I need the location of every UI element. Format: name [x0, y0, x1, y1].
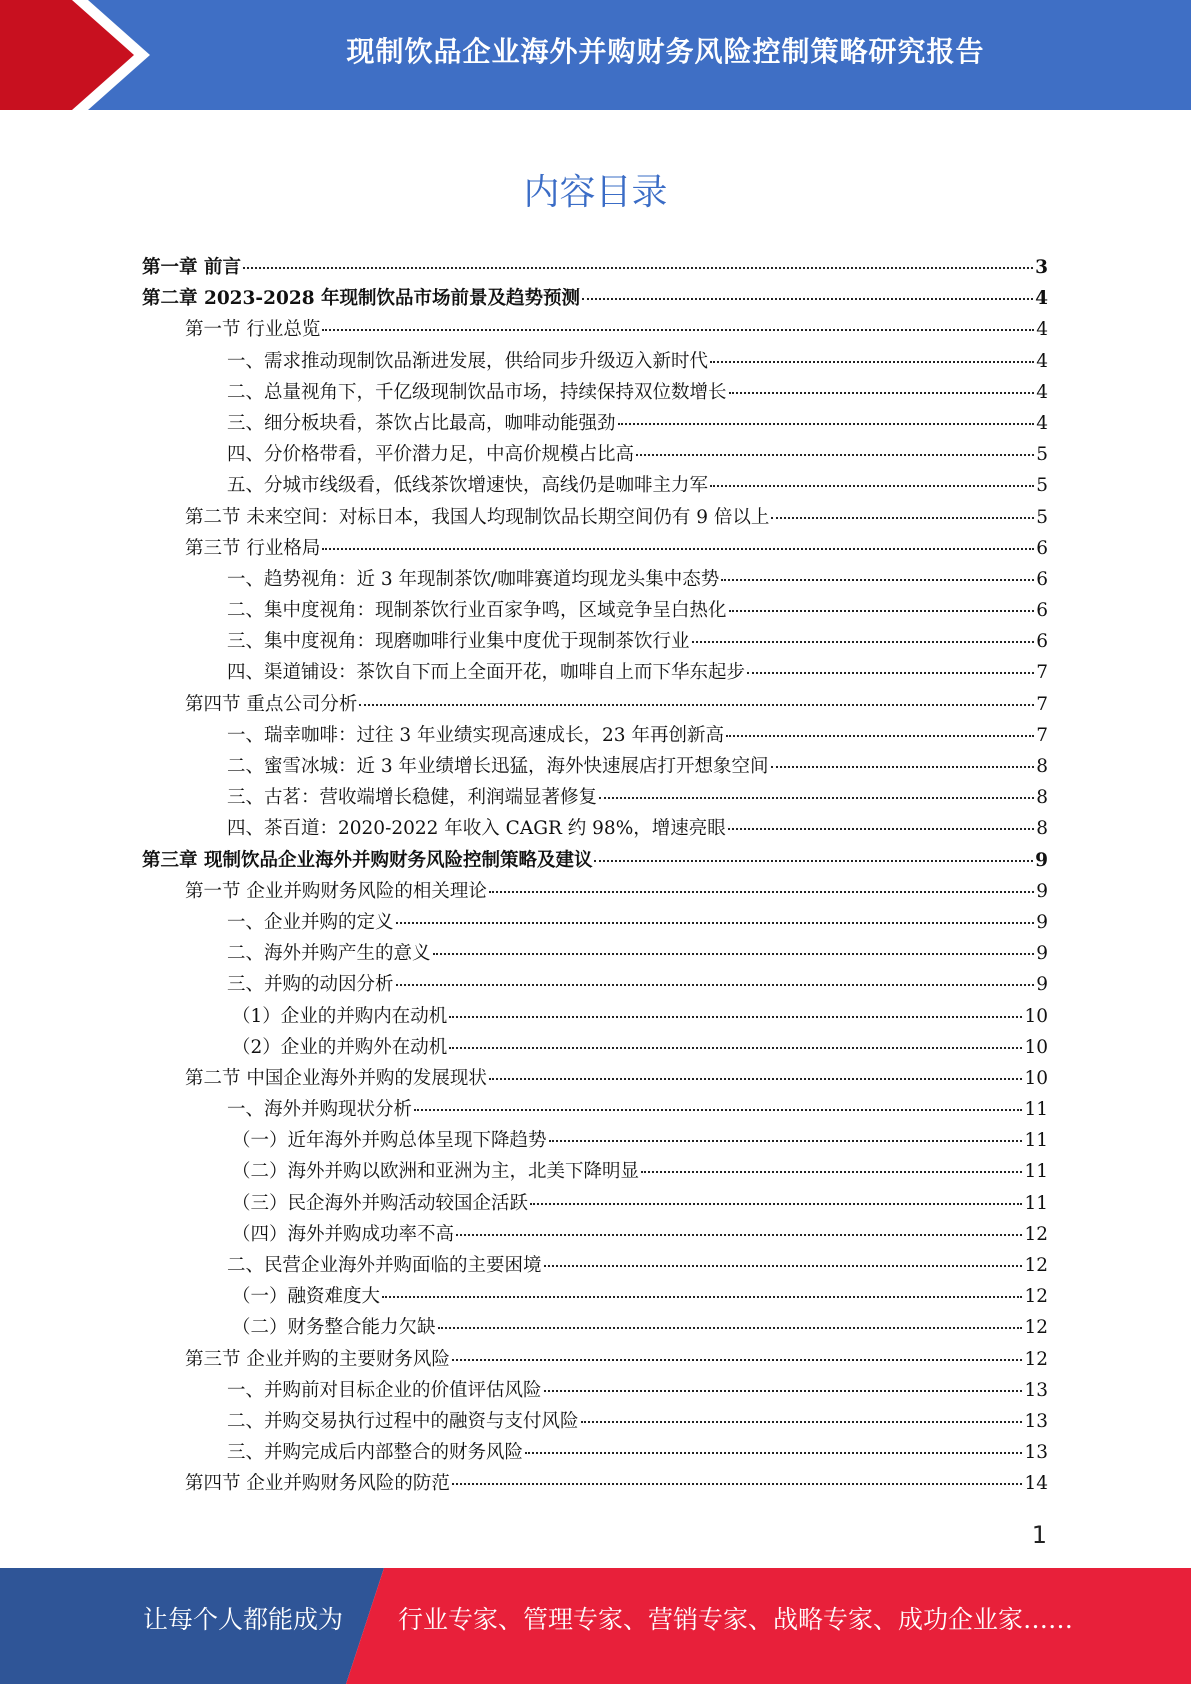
- toc-entry-title: （1）企业的并购内在动机: [232, 1005, 448, 1027]
- toc-entry-title: 二、民营企业海外并购面临的主要困境: [227, 1255, 542, 1276]
- toc-entry[interactable]: [142, 846, 1048, 877]
- toc-entry[interactable]: [142, 284, 1048, 315]
- toc-entry-title: 一、趋势视角：近 3 年现制茶饮/咖啡赛道均现龙头集中态势: [227, 568, 720, 590]
- toc-entry-page: 11: [1024, 1192, 1048, 1214]
- toc-entry[interactable]: [142, 1438, 1048, 1469]
- toc-entry[interactable]: [142, 783, 1048, 814]
- toc-entry[interactable]: [142, 315, 1048, 346]
- toc-entry[interactable]: [142, 253, 1048, 284]
- toc-dot-leader: [641, 1171, 1022, 1173]
- toc-entry[interactable]: [142, 877, 1048, 908]
- toc-entry-page: 12: [1024, 1223, 1048, 1245]
- toc-entry-page: 4: [1036, 381, 1048, 403]
- toc-entry-page: 12: [1024, 1255, 1048, 1276]
- report-header: [0, 0, 1191, 110]
- toc-entry[interactable]: [142, 690, 1048, 721]
- toc-entry[interactable]: [142, 1469, 1048, 1500]
- toc-entry-page: 11: [1024, 1099, 1048, 1121]
- toc-entry-title: 四、渠道铺设：茶饮自下而上全面开花，咖啡自上而下华东起步: [227, 662, 746, 684]
- toc-dot-leader: [721, 579, 1034, 581]
- toc-entry-title: 二、总量视角下，千亿级现制饮品市场，持续保持双位数增长: [227, 381, 727, 403]
- toc-dot-leader: [729, 610, 1035, 612]
- toc-entry-page: 5: [1036, 506, 1048, 528]
- toc-entry[interactable]: [142, 1220, 1048, 1251]
- toc-entry-title: 第一节 企业并购财务风险的相关理论: [185, 880, 487, 902]
- toc-entry-title: 三、并购的动因分析: [227, 974, 394, 996]
- toc-entry-title: 一、企业并购的定义: [227, 911, 394, 933]
- toc-entry-page: 13: [1024, 1410, 1048, 1432]
- toc-dot-leader: [729, 392, 1035, 394]
- toc-entry[interactable]: [142, 503, 1048, 534]
- toc-dot-leader: [449, 1016, 1022, 1018]
- toc-entry-page: 6: [1036, 600, 1048, 622]
- toc-dot-leader: [396, 922, 1035, 924]
- toc-entry[interactable]: [142, 409, 1048, 440]
- toc-dot-leader: [710, 361, 1034, 363]
- toc-entry-title: 第四节 企业并购财务风险的防范: [185, 1473, 450, 1495]
- toc-entry[interactable]: [142, 627, 1048, 658]
- toc-entry[interactable]: [142, 1157, 1048, 1188]
- toc-entry[interactable]: [142, 1189, 1048, 1220]
- toc-entry[interactable]: [142, 1251, 1048, 1282]
- toc-entry[interactable]: [142, 1126, 1048, 1157]
- toc-entry-title: 三、细分板块看，茶饮占比最高，咖啡动能强劲: [227, 412, 616, 434]
- toc-entry-page: 3: [1035, 257, 1048, 278]
- toc-entry[interactable]: [142, 1033, 1048, 1064]
- toc-entry-page: 5: [1036, 444, 1048, 466]
- toc-entry[interactable]: [142, 1002, 1048, 1033]
- toc-entry-title: 第二节 未来空间：对标日本，我国人均现制饮品长期空间仍有 9 倍以上: [185, 506, 770, 528]
- toc-dot-leader: [243, 267, 1033, 269]
- toc-entry[interactable]: [142, 1407, 1048, 1438]
- toc-entry[interactable]: [142, 908, 1048, 939]
- toc-entry[interactable]: [142, 1095, 1048, 1126]
- toc-entry-title: 三、并购完成后内部整合的财务风险: [227, 1442, 524, 1464]
- toc-entry-title: 二、海外并购产生的意义: [227, 943, 431, 965]
- toc-dot-leader: [489, 1078, 1023, 1080]
- toc-entry-page: 4: [1036, 412, 1048, 434]
- page-number: 1: [1031, 1521, 1047, 1549]
- toc-entry-page: 11: [1024, 1161, 1048, 1183]
- toc-dot-leader: [359, 704, 1034, 706]
- toc-dot-leader: [594, 860, 1033, 862]
- toc-dot-leader: [414, 1109, 1022, 1111]
- toc-entry-page: 9: [1036, 943, 1048, 965]
- toc-dot-leader: [438, 1327, 1023, 1329]
- toc-entry[interactable]: [142, 1064, 1048, 1095]
- toc-entry-title: （2）企业的并购外在动机: [232, 1036, 448, 1058]
- toc-entry-page: 9: [1035, 849, 1048, 871]
- toc-entry[interactable]: [142, 378, 1048, 409]
- toc-entry-title: 二、蜜雪冰城：近 3 年业绩增长迅猛，海外快速展店打开想象空间: [227, 756, 769, 777]
- toc-dot-leader: [382, 1296, 1022, 1298]
- toc-dot-leader: [726, 735, 1034, 737]
- toc-entry-page: 12: [1024, 1286, 1048, 1308]
- report-title: 现制饮品企业海外并购财务风险控制策略研究报告: [346, 35, 985, 68]
- footer-banner: [0, 1568, 1191, 1684]
- toc-entry-page: 9: [1036, 880, 1048, 902]
- toc-entry-page: 4: [1036, 350, 1048, 372]
- toc-entry-page: 10: [1024, 1067, 1048, 1089]
- toc-dot-leader: [433, 953, 1035, 955]
- toc-entry-page: 12: [1024, 1317, 1048, 1339]
- toc-dot-leader: [582, 298, 1033, 300]
- footer-slogan-right: 行业专家、管理专家、营销专家、战略专家、成功企业家……: [398, 1605, 1074, 1634]
- toc-dot-leader: [599, 797, 1034, 799]
- toc-entry[interactable]: [142, 440, 1048, 471]
- toc-dot-leader: [747, 672, 1034, 674]
- toc-entry-title: 一、瑞幸咖啡：过往 3 年业绩实现高速成长，23 年再创新高: [227, 724, 724, 746]
- toc-entry-title: 一、海外并购现状分析: [227, 1099, 413, 1121]
- toc-dot-leader: [489, 891, 1034, 893]
- toc-dot-leader: [549, 1140, 1023, 1142]
- toc-entry-page: 4: [1035, 288, 1048, 310]
- footer-slogan-left: 让每个人都能成为: [143, 1605, 344, 1634]
- toc-entry-page: 9: [1036, 911, 1048, 933]
- toc-entry-page: 6: [1036, 537, 1048, 559]
- toc-entry-title: （二）财务整合能力欠缺: [232, 1317, 436, 1339]
- toc-dot-leader: [692, 641, 1035, 643]
- toc-dot-leader: [322, 548, 1034, 550]
- toc-entry-title: 一、需求推动现制饮品渐进发展，供给同步升级迈入新时代: [227, 350, 709, 372]
- toc-dot-leader: [396, 984, 1035, 986]
- toc-entry[interactable]: [142, 752, 1048, 783]
- toc-dot-leader: [728, 828, 1034, 830]
- toc-entry[interactable]: [142, 534, 1048, 565]
- toc-entry-page: 5: [1036, 475, 1048, 497]
- toc-entry[interactable]: [142, 1345, 1048, 1376]
- toc-dot-leader: [771, 766, 1035, 768]
- toc-entry-title: 第二章 2023-2028 年现制饮品市场前景及趋势预测: [142, 288, 581, 310]
- toc-entry[interactable]: [142, 565, 1048, 596]
- toc-dot-leader: [530, 1203, 1022, 1205]
- toc-dot-leader: [710, 485, 1034, 487]
- toc-dot-leader: [618, 423, 1035, 425]
- toc-entry[interactable]: [142, 471, 1048, 502]
- toc-dot-leader: [452, 1483, 1023, 1485]
- toc-entry-page: 8: [1036, 787, 1048, 809]
- toc-entry-title: 第三节 行业格局: [185, 537, 321, 559]
- toc-dot-leader: [452, 1359, 1023, 1361]
- toc-dot-leader: [636, 454, 1034, 456]
- toc-dot-leader: [525, 1452, 1022, 1454]
- toc-entry-title: 第四节 重点公司分析: [185, 693, 358, 715]
- toc-entry-page: 13: [1024, 1442, 1048, 1464]
- toc-entry-page: 7: [1036, 662, 1048, 684]
- toc-entry[interactable]: [142, 939, 1048, 970]
- table-of-contents: [142, 253, 1048, 1501]
- toc-entry-title: （四）海外并购成功率不高: [232, 1223, 455, 1245]
- toc-entry-page: 10: [1024, 1036, 1048, 1058]
- toc-entry-title: （二）海外并购以欧洲和亚洲为主，北美下降明显: [232, 1161, 640, 1183]
- toc-entry-page: 7: [1036, 724, 1048, 746]
- toc-entry[interactable]: [142, 658, 1048, 689]
- toc-entry[interactable]: [142, 814, 1048, 845]
- toc-entry-title: （一）近年海外并购总体呈现下降趋势: [232, 1130, 547, 1152]
- toc-entry[interactable]: [142, 970, 1048, 1001]
- toc-entry-page: 12: [1024, 1348, 1048, 1370]
- toc-entry-page: 10: [1024, 1005, 1048, 1027]
- toc-entry-title: 四、茶百道：2020-2022 年收入 CAGR 约 98%，增速亮眼: [227, 818, 726, 840]
- toc-entry-title: 第一章 前言: [142, 257, 241, 278]
- toc-entry[interactable]: [142, 347, 1048, 378]
- toc-entry-page: 8: [1036, 756, 1048, 777]
- toc-entry[interactable]: [142, 1313, 1048, 1344]
- toc-entry-page: 13: [1024, 1379, 1048, 1401]
- toc-entry-page: 4: [1036, 319, 1048, 341]
- toc-entry-page: 6: [1036, 568, 1048, 590]
- toc-entry-title: 第一节 行业总览: [185, 319, 321, 341]
- toc-entry-title: （三）民企海外并购活动较国企活跃: [232, 1192, 529, 1214]
- toc-entry-page: 9: [1036, 974, 1048, 996]
- toc-dot-leader: [456, 1234, 1022, 1236]
- toc-entry-title: 三、古茗：营收端增长稳健，利润端显著修复: [227, 787, 598, 809]
- toc-entry-page: 8: [1036, 818, 1048, 840]
- toc-dot-leader: [544, 1390, 1023, 1392]
- toc-entry-title: （一）融资难度大: [232, 1286, 381, 1308]
- toc-entry-page: 11: [1024, 1130, 1048, 1152]
- toc-entry-page: 7: [1036, 693, 1048, 715]
- toc-entry[interactable]: [142, 721, 1048, 752]
- toc-entry[interactable]: [142, 1282, 1048, 1313]
- toc-heading: 内容目录: [523, 172, 668, 213]
- toc-dot-leader: [544, 1265, 1023, 1267]
- toc-entry-title: 四、分价格带看，平价潜力足，中高价规模占比高: [227, 444, 635, 466]
- toc-entry-title: 一、并购前对目标企业的价值评估风险: [227, 1379, 542, 1401]
- toc-dot-leader: [581, 1421, 1023, 1423]
- toc-entry-page: 6: [1036, 631, 1048, 653]
- toc-entry-title: 第三节 企业并购的主要财务风险: [185, 1348, 450, 1370]
- toc-entry-title: 第二节 中国企业海外并购的发展现状: [185, 1067, 487, 1089]
- toc-entry[interactable]: [142, 1376, 1048, 1407]
- toc-entry-title: 三、集中度视角：现磨咖啡行业集中度优于现制茶饮行业: [227, 631, 690, 653]
- toc-dot-leader: [449, 1047, 1022, 1049]
- toc-entry-page: 14: [1024, 1473, 1048, 1495]
- toc-entry[interactable]: [142, 596, 1048, 627]
- toc-entry-title: 二、并购交易执行过程中的融资与支付风险: [227, 1410, 579, 1432]
- toc-entry-title: 二、集中度视角：现制茶饮行业百家争鸣，区域竞争呈白热化: [227, 600, 727, 622]
- toc-entry-title: 第三章 现制饮品企业海外并购财务风险控制策略及建议: [142, 849, 593, 871]
- toc-dot-leader: [771, 517, 1034, 519]
- toc-dot-leader: [322, 329, 1034, 331]
- toc-entry-title: 五、分城市线级看，低线茶饮增速快，高线仍是咖啡主力军: [227, 475, 709, 497]
